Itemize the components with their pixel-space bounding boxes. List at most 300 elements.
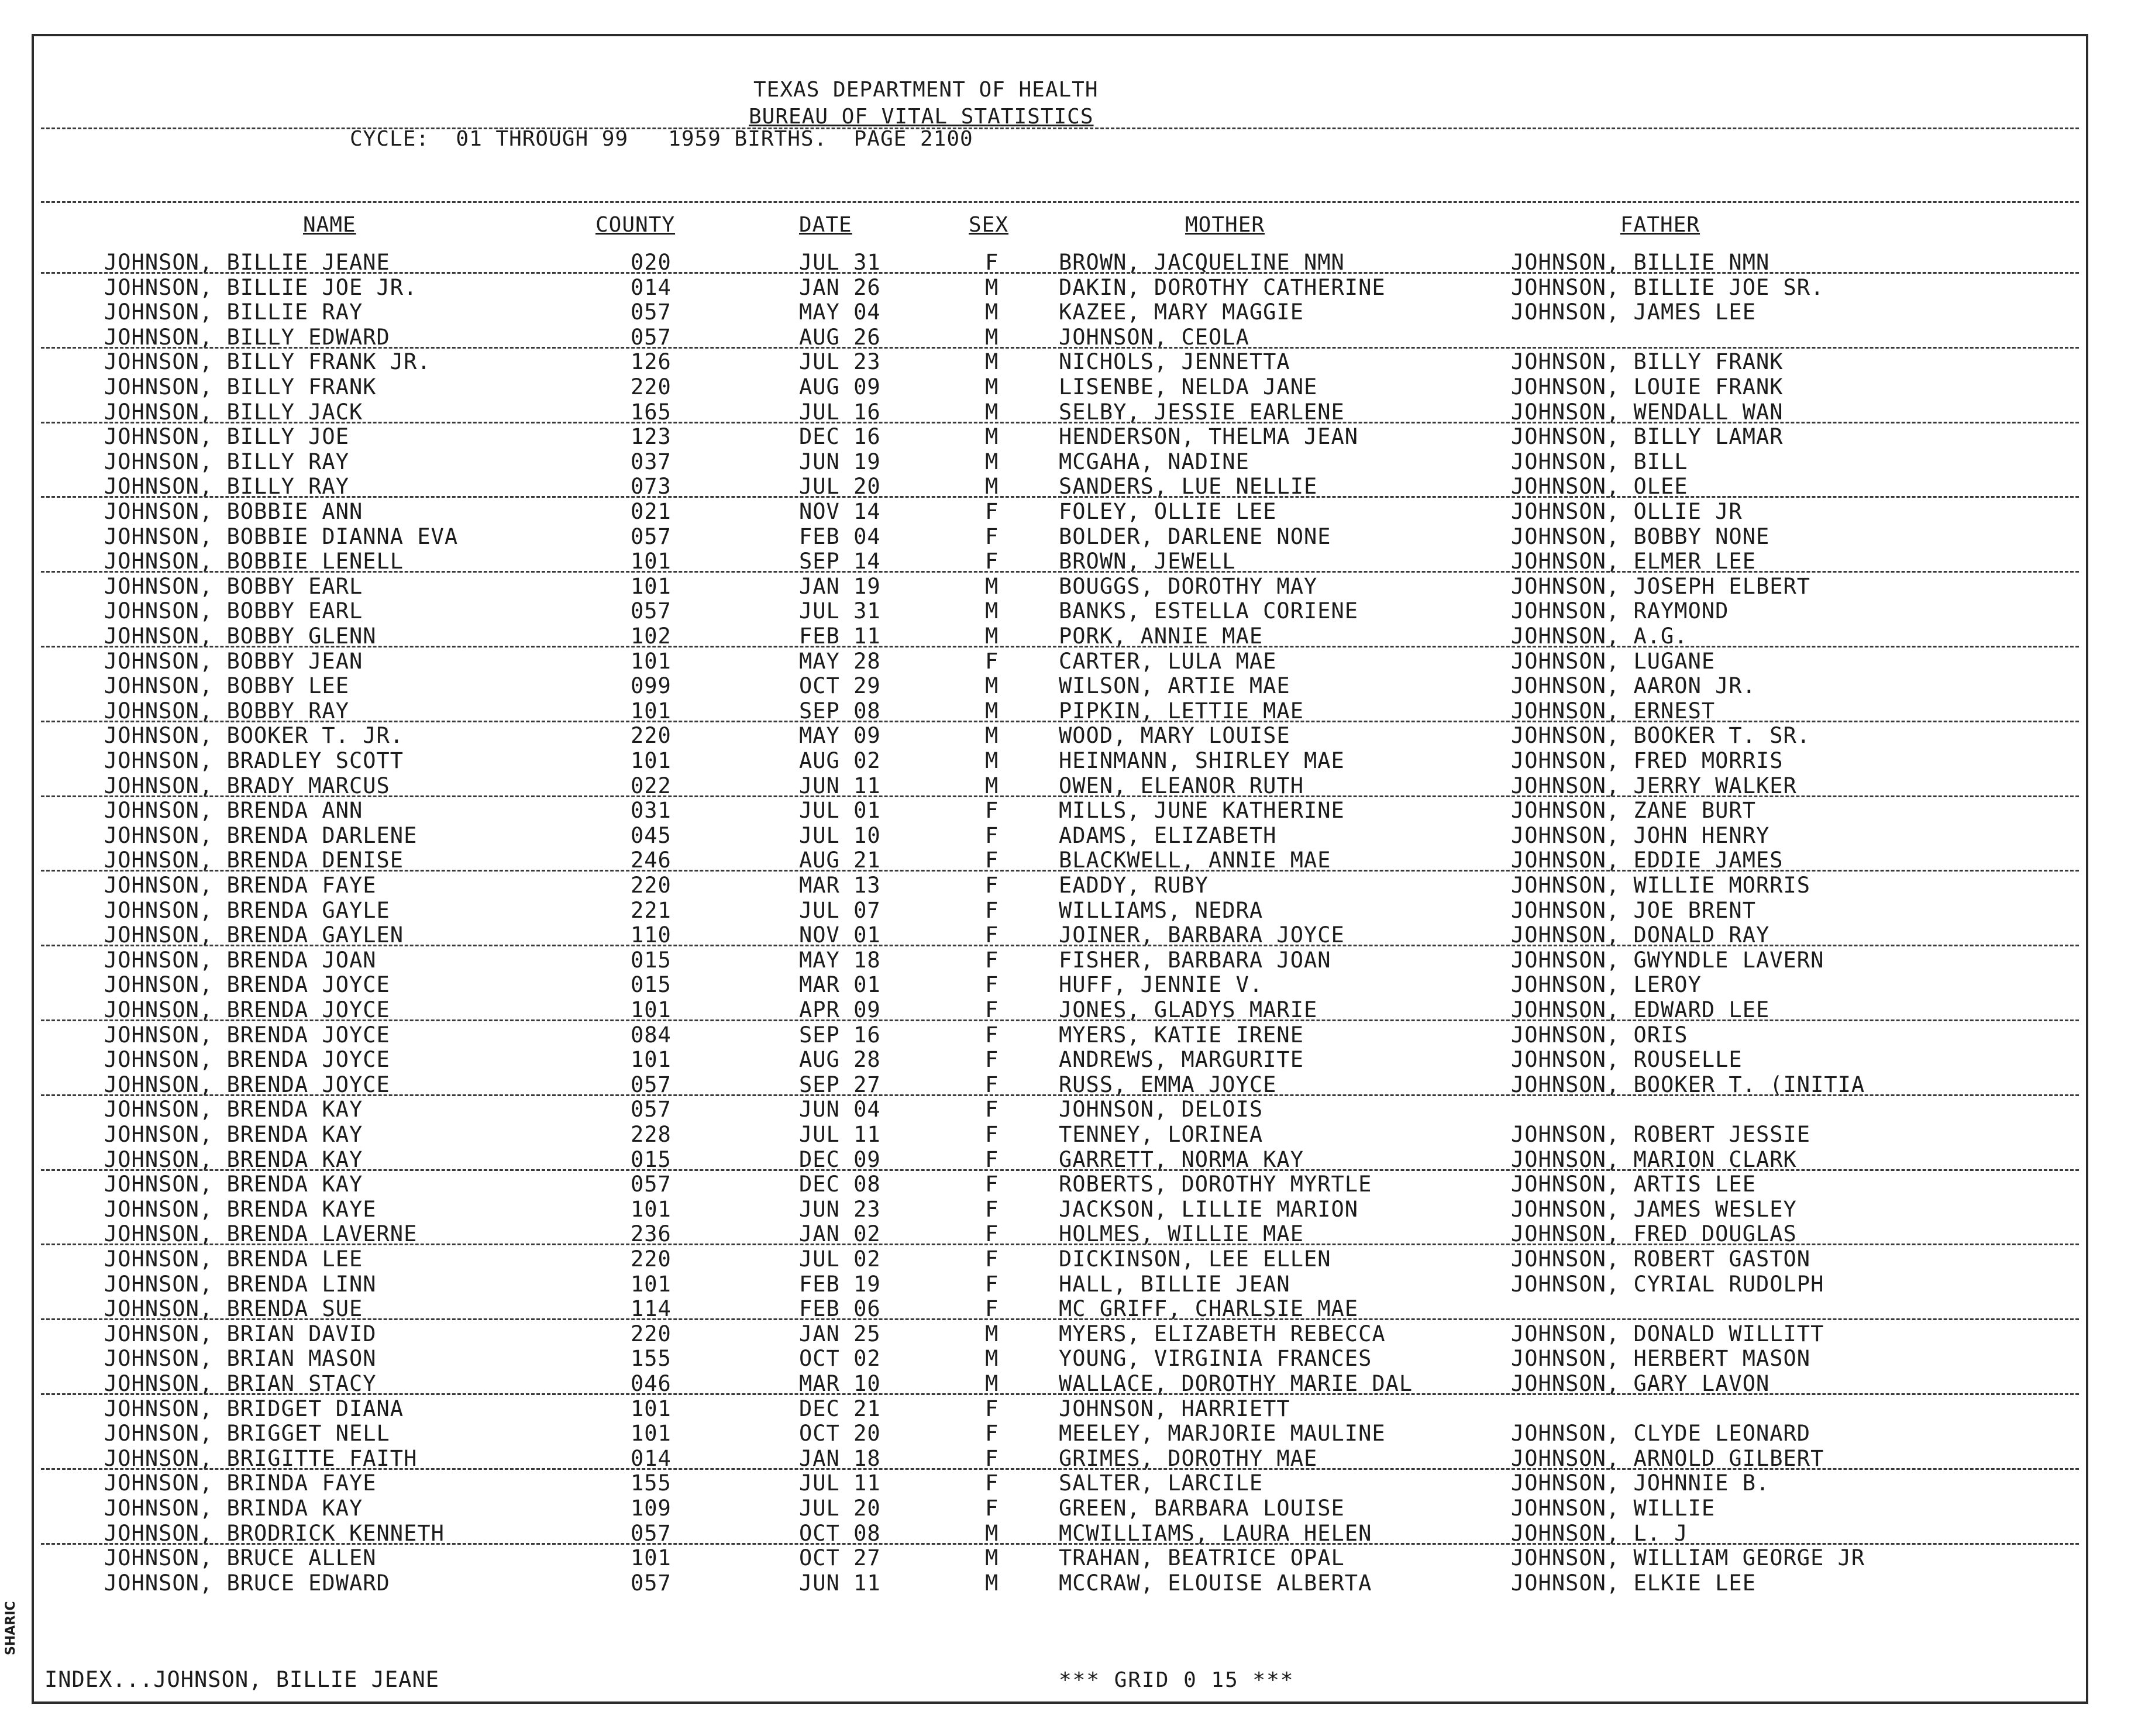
cell-name: JOHNSON, BILLIE JOE JR. [104, 274, 418, 300]
cell-county: 101 [631, 549, 672, 574]
cell-date: MAR 10 [799, 1371, 881, 1396]
table-row [34, 325, 2086, 349]
cell-county: 014 [631, 1445, 672, 1471]
cell-father: JOHNSON, OLLIE JR [1511, 499, 1743, 524]
cell-sex: M [985, 748, 999, 773]
table-row [34, 1296, 2086, 1321]
cell-mother: LISENBE, NELDA JANE [1059, 374, 1318, 399]
cell-date: DEC 09 [799, 1146, 881, 1172]
row-group-divider [41, 1543, 2079, 1545]
cell-mother: MYERS, ELIZABETH REBECCA [1059, 1321, 1386, 1346]
cell-father: JOHNSON, LUGANE [1511, 648, 1716, 674]
cell-date: FEB 19 [799, 1271, 881, 1297]
cell-father: JOHNSON, OLEE [1511, 474, 1688, 500]
cell-sex: M [985, 773, 999, 798]
cell-name: JOHNSON, BILLY FRANK [104, 374, 377, 399]
cell-name: JOHNSON, BOBBY JEAN [104, 648, 363, 674]
cell-name: JOHNSON, BILLY RAY [104, 474, 349, 500]
cell-sex: F [985, 1470, 999, 1496]
cell-date: JUN 04 [799, 1097, 881, 1122]
cell-mother: JONES, GLADYS MARIE [1059, 997, 1318, 1022]
cell-sex: F [985, 1445, 999, 1471]
cell-county: 057 [631, 523, 672, 549]
cell-date: MAY 28 [799, 648, 881, 674]
cell-father: JOHNSON, AARON JR. [1511, 673, 1756, 699]
cell-name: JOHNSON, BOBBY EARL [104, 598, 363, 624]
cell-mother: JOHNSON, CEOLA [1059, 324, 1249, 350]
cell-date: JAN 19 [799, 573, 881, 599]
cell-county: 101 [631, 698, 672, 724]
column-header-name: NAME [303, 213, 356, 237]
cell-date: AUG 28 [799, 1047, 881, 1073]
header-bureau: BUREAU OF VITAL STATISTICS [749, 105, 1094, 129]
cell-mother: JOHNSON, HARRIETT [1059, 1396, 1290, 1421]
cell-county: 221 [631, 897, 672, 923]
table-row [34, 823, 2086, 848]
cell-county: 046 [631, 1371, 672, 1396]
cell-sex: F [985, 798, 999, 824]
cell-county: 236 [631, 1221, 672, 1247]
cell-date: AUG 21 [799, 848, 881, 873]
table-row [34, 1097, 2086, 1121]
cell-name: JOHNSON, BRENDA LEE [104, 1246, 363, 1272]
cell-father: JOHNSON, A.G. [1511, 624, 1688, 649]
table-row [34, 1197, 2086, 1221]
cell-mother: MCGAHA, NADINE [1059, 449, 1249, 474]
cell-name: JOHNSON, BRIAN DAVID [104, 1321, 377, 1346]
cell-date: FEB 11 [799, 624, 881, 649]
cell-father: JOHNSON, ROUSELLE [1511, 1047, 1743, 1073]
cell-sex: F [985, 848, 999, 873]
cell-county: 110 [631, 922, 672, 948]
table-row [34, 1122, 2086, 1146]
cell-date: DEC 08 [799, 1172, 881, 1197]
cell-sex: M [985, 698, 999, 724]
column-header-sex: SEX [969, 213, 1009, 237]
cell-county: 220 [631, 723, 672, 749]
cell-mother: SALTER, LARCILE [1059, 1470, 1263, 1496]
cell-name: JOHNSON, BRUCE ALLEN [104, 1545, 377, 1571]
cell-county: 101 [631, 997, 672, 1022]
cell-father: JOHNSON, ORIS [1511, 1022, 1688, 1048]
table-row [34, 948, 2086, 972]
cell-county: 101 [631, 648, 672, 674]
cell-name: JOHNSON, BOBBIE LENELL [104, 549, 404, 574]
row-group-divider [41, 1094, 2079, 1096]
cell-name: JOHNSON, BRODRICK KENNETH [104, 1520, 445, 1546]
cell-date: JUL 07 [799, 897, 881, 923]
cell-mother: JOINER, BARBARA JOYCE [1059, 922, 1345, 948]
table-row [34, 748, 2086, 773]
cell-sex: F [985, 1271, 999, 1297]
cell-mother: FOLEY, OLLIE LEE [1059, 499, 1277, 524]
cell-mother: RUSS, EMMA JOYCE [1059, 1072, 1277, 1097]
cell-sex: F [985, 947, 999, 973]
cell-mother: ROBERTS, DOROTHY MYRTLE [1059, 1172, 1372, 1197]
cell-county: 101 [631, 1421, 672, 1446]
cell-date: OCT 08 [799, 1520, 881, 1546]
cell-mother: CARTER, LULA MAE [1059, 648, 1277, 674]
row-group-divider [41, 646, 2079, 647]
cell-county: 101 [631, 1396, 672, 1421]
cell-name: JOHNSON, BILLIE RAY [104, 299, 363, 325]
cell-name: JOHNSON, BRENDA GAYLEN [104, 922, 404, 948]
cell-name: JOHNSON, BRENDA KAY [104, 1122, 363, 1147]
row-group-divider [41, 1393, 2079, 1395]
cell-date: JUL 31 [799, 250, 881, 275]
table-row [34, 624, 2086, 648]
row-group-divider [41, 1244, 2079, 1245]
cell-county: 123 [631, 424, 672, 450]
cell-father: JOHNSON, BOOKER T. (INITIA [1511, 1072, 1865, 1097]
cell-date: JUL 02 [799, 1246, 881, 1272]
cell-sex: F [985, 1396, 999, 1421]
table-row [34, 848, 2086, 872]
table-row [34, 399, 2086, 424]
table-row [34, 598, 2086, 623]
document-frame [32, 34, 2088, 1704]
cell-father: JOHNSON, MARION CLARK [1511, 1146, 1797, 1172]
cell-sex: M [985, 1520, 999, 1546]
cell-mother: JACKSON, LILLIE MARION [1059, 1196, 1359, 1222]
cell-name: JOHNSON, BRENDA ANN [104, 798, 363, 824]
cell-county: 045 [631, 822, 672, 848]
cell-date: APR 09 [799, 997, 881, 1022]
row-group-divider [41, 795, 2079, 797]
cell-date: FEB 04 [799, 523, 881, 549]
cell-father: JOHNSON, JAMES LEE [1511, 299, 1756, 325]
table-row [34, 1570, 2086, 1595]
cell-father: JOHNSON, WENDALL WAN [1511, 399, 1784, 425]
cell-name: JOHNSON, BRENDA JOAN [104, 947, 377, 973]
cell-date: AUG 26 [799, 324, 881, 350]
cell-name: JOHNSON, BRENDA FAYE [104, 873, 377, 898]
cell-sex: M [985, 374, 999, 399]
table-row [34, 898, 2086, 922]
cell-name: JOHNSON, BRENDA GAYLE [104, 897, 390, 923]
cell-father: JOHNSON, BILLY FRANK [1511, 349, 1784, 375]
header-agency: TEXAS DEPARTMENT OF HEALTH [753, 78, 1099, 102]
cell-sex: M [985, 424, 999, 450]
table-row [34, 1172, 2086, 1196]
cell-date: JUN 23 [799, 1196, 881, 1222]
cell-county: 101 [631, 1196, 672, 1222]
cell-county: 015 [631, 972, 672, 998]
cell-name: JOHNSON, BRENDA JOYCE [104, 1072, 390, 1097]
cell-father: JOHNSON, ARTIS LEE [1511, 1172, 1756, 1197]
cell-mother: MYERS, KATIE IRENE [1059, 1022, 1304, 1048]
cell-father: JOHNSON, BILL [1511, 449, 1688, 474]
cell-sex: M [985, 474, 999, 500]
cell-sex: M [985, 1570, 999, 1596]
table-row [34, 1047, 2086, 1072]
cell-mother: SELBY, JESSIE EARLENE [1059, 399, 1345, 425]
column-header-date: DATE [799, 213, 852, 237]
cell-mother: BOUGGS, DOROTHY MAY [1059, 573, 1318, 599]
cell-date: JAN 18 [799, 1445, 881, 1471]
row-group-divider [41, 1019, 2079, 1021]
table-row [34, 1521, 2086, 1545]
cell-father: JOHNSON, JOHNNIE B. [1511, 1470, 1770, 1496]
row-group-divider [41, 347, 2079, 349]
cell-county: 126 [631, 349, 672, 375]
cell-mother: JOHNSON, DELOIS [1059, 1097, 1263, 1122]
cell-sex: M [985, 1371, 999, 1396]
cell-county: 057 [631, 1520, 672, 1546]
table-row [34, 698, 2086, 723]
cell-county: 057 [631, 1072, 672, 1097]
cell-mother: NICHOLS, JENNETTA [1059, 349, 1290, 375]
row-group-divider [41, 1318, 2079, 1320]
cell-father: JOHNSON, JERRY WALKER [1511, 773, 1797, 798]
cell-date: DEC 16 [799, 424, 881, 450]
side-mark: SHARIC [4, 1601, 18, 1655]
cell-mother: BLACKWELL, ANNIE MAE [1059, 848, 1331, 873]
table-row [34, 1545, 2086, 1570]
cell-father: JOHNSON, JAMES WESLEY [1511, 1196, 1797, 1222]
cell-name: JOHNSON, BRUCE EDWARD [104, 1570, 390, 1596]
cell-county: 021 [631, 499, 672, 524]
cell-date: MAY 09 [799, 723, 881, 749]
table-row [34, 474, 2086, 498]
cell-father: JOHNSON, JOSEPH ELBERT [1511, 573, 1811, 599]
cell-name: JOHNSON, BOOKER T. JR. [104, 723, 404, 749]
cell-sex: F [985, 1421, 999, 1446]
cell-name: JOHNSON, BILLY EDWARD [104, 324, 390, 350]
cell-sex: M [985, 624, 999, 649]
cell-sex: F [985, 1146, 999, 1172]
cell-father: JOHNSON, WILLIE MORRIS [1511, 873, 1811, 898]
cell-father: JOHNSON, BILLIE JOE SR. [1511, 274, 1824, 300]
cell-county: 015 [631, 947, 672, 973]
table-row [34, 997, 2086, 1022]
column-header-mother: MOTHER [1185, 213, 1265, 237]
cell-name: JOHNSON, BRADLEY SCOTT [104, 748, 404, 773]
cell-county: 102 [631, 624, 672, 649]
cell-mother: BOLDER, DARLENE NONE [1059, 523, 1331, 549]
cell-mother: YOUNG, VIRGINIA FRANCES [1059, 1346, 1372, 1372]
cell-mother: HEINMANN, SHIRLEY MAE [1059, 748, 1345, 773]
table-row [34, 499, 2086, 523]
cell-father: JOHNSON, CYRIAL RUDOLPH [1511, 1271, 1824, 1297]
table-row [34, 349, 2086, 374]
cell-mother: MC GRIFF, CHARLSIE MAE [1059, 1296, 1359, 1322]
cell-date: SEP 16 [799, 1022, 881, 1048]
cell-county: 101 [631, 1545, 672, 1571]
cell-sex: M [985, 299, 999, 325]
row-group-divider [41, 571, 2079, 573]
cell-sex: M [985, 349, 999, 375]
cell-county: 015 [631, 1146, 672, 1172]
cell-mother: PIPKIN, LETTIE MAE [1059, 698, 1304, 724]
cell-sex: M [985, 324, 999, 350]
cell-name: JOHNSON, BRIGITTE FAITH [104, 1445, 418, 1471]
cell-date: SEP 14 [799, 549, 881, 574]
table-row [34, 1496, 2086, 1520]
cell-sex: F [985, 1072, 999, 1097]
cell-sex: F [985, 1221, 999, 1247]
row-group-divider [41, 496, 2079, 498]
cell-father: JOHNSON, FRED DOUGLAS [1511, 1221, 1797, 1247]
cell-mother: PORK, ANNIE MAE [1059, 624, 1263, 649]
cell-father: JOHNSON, ZANE BURT [1511, 798, 1756, 824]
cell-mother: MEELEY, MARJORIE MAULINE [1059, 1421, 1386, 1446]
cell-date: OCT 02 [799, 1346, 881, 1372]
cell-county: 220 [631, 873, 672, 898]
table-row [34, 1396, 2086, 1421]
cell-sex: F [985, 523, 999, 549]
table-row [34, 449, 2086, 474]
cell-name: JOHNSON, BRIAN MASON [104, 1346, 377, 1372]
cell-sex: M [985, 673, 999, 699]
cell-sex: M [985, 598, 999, 624]
cell-date: JUL 11 [799, 1122, 881, 1147]
cell-name: JOHNSON, BILLY JACK [104, 399, 363, 425]
cell-father: JOHNSON, FRED MORRIS [1511, 748, 1784, 773]
cell-date: NOV 01 [799, 922, 881, 948]
table-row [34, 1371, 2086, 1396]
cell-date: MAR 13 [799, 873, 881, 898]
cell-mother: FISHER, BARBARA JOAN [1059, 947, 1331, 973]
cell-father: JOHNSON, GWYNDLE LAVERN [1511, 947, 1824, 973]
table-row [34, 1022, 2086, 1047]
cell-sex: F [985, 648, 999, 674]
cell-date: JAN 25 [799, 1321, 881, 1346]
cell-mother: MCWILLIAMS, LAURA HELEN [1059, 1520, 1372, 1546]
cell-county: 101 [631, 573, 672, 599]
cell-mother: HENDERSON, THELMA JEAN [1059, 424, 1359, 450]
cell-father: JOHNSON, ELMER LEE [1511, 549, 1756, 574]
cell-county: 031 [631, 798, 672, 824]
table-row [34, 798, 2086, 822]
cell-name: JOHNSON, BRENDA DENISE [104, 848, 404, 873]
cell-father: JOHNSON, WILLIE [1511, 1496, 1716, 1521]
cell-date: DEC 21 [799, 1396, 881, 1421]
cell-name: JOHNSON, BRENDA KAY [104, 1097, 363, 1122]
cell-county: 057 [631, 1097, 672, 1122]
cell-name: JOHNSON, BRENDA JOYCE [104, 972, 390, 998]
cell-father: JOHNSON, EDDIE JAMES [1511, 848, 1784, 873]
cell-father: JOHNSON, ELKIE LEE [1511, 1570, 1756, 1596]
cell-date: JUL 31 [799, 598, 881, 624]
cell-sex: F [985, 549, 999, 574]
table-row [34, 723, 2086, 748]
cell-county: 220 [631, 1246, 672, 1272]
table-row [34, 1147, 2086, 1172]
cell-mother: DAKIN, DOROTHY CATHERINE [1059, 274, 1386, 300]
cell-date: MAY 18 [799, 947, 881, 973]
cell-date: JUL 11 [799, 1470, 881, 1496]
cell-sex: F [985, 1047, 999, 1073]
cell-mother: SANDERS, LUE NELLIE [1059, 474, 1318, 500]
cell-county: 057 [631, 1570, 672, 1596]
header-divider [41, 128, 2079, 129]
table-row [34, 1221, 2086, 1246]
table-row [34, 574, 2086, 598]
cell-sex: M [985, 399, 999, 425]
cell-county: 101 [631, 748, 672, 773]
cell-date: OCT 20 [799, 1421, 881, 1446]
row-group-divider [41, 272, 2079, 274]
cell-name: JOHNSON, BILLY RAY [104, 449, 349, 474]
row-group-divider [41, 1169, 2079, 1171]
cell-date: JAN 02 [799, 1221, 881, 1247]
grid-label: *** GRID 0 15 *** [1059, 1668, 1294, 1692]
cell-county: 114 [631, 1296, 672, 1322]
cell-county: 057 [631, 1172, 672, 1197]
cell-date: JUL 16 [799, 399, 881, 425]
cell-date: OCT 27 [799, 1545, 881, 1571]
cell-county: 099 [631, 673, 672, 699]
cell-name: JOHNSON, BRIAN STACY [104, 1371, 377, 1396]
cell-name: JOHNSON, BRENDA SUE [104, 1296, 363, 1322]
cell-sex: F [985, 1246, 999, 1272]
cell-father: JOHNSON, ROBERT GASTON [1511, 1246, 1811, 1272]
table-row [34, 873, 2086, 897]
cell-county: 220 [631, 1321, 672, 1346]
cell-father: JOHNSON, HERBERT MASON [1511, 1346, 1811, 1372]
cell-mother: BANKS, ESTELLA CORIENE [1059, 598, 1359, 624]
cell-mother: TRAHAN, BEATRICE OPAL [1059, 1545, 1345, 1571]
cell-county: 228 [631, 1122, 672, 1147]
cell-name: JOHNSON, BRINDA KAY [104, 1496, 363, 1521]
cell-sex: F [985, 1496, 999, 1521]
cell-name: JOHNSON, BRIDGET DIANA [104, 1396, 404, 1421]
cell-county: 057 [631, 598, 672, 624]
cell-county: 155 [631, 1470, 672, 1496]
cell-date: JUL 10 [799, 822, 881, 848]
cell-name: JOHNSON, BOBBY GLENN [104, 624, 377, 649]
cell-date: FEB 06 [799, 1296, 881, 1322]
cell-sex: F [985, 1097, 999, 1122]
cell-sex: F [985, 1296, 999, 1322]
cell-father: JOHNSON, DONALD WILLITT [1511, 1321, 1824, 1346]
cell-father: JOHNSON, WILLIAM GEORGE JR [1511, 1545, 1865, 1571]
cell-father: JOHNSON, JOE BRENT [1511, 897, 1756, 923]
cell-county: 165 [631, 399, 672, 425]
cell-county: 155 [631, 1346, 672, 1372]
cell-mother: HALL, BILLIE JEAN [1059, 1271, 1290, 1297]
cell-name: JOHNSON, BRENDA JOYCE [104, 1047, 390, 1073]
cell-date: SEP 08 [799, 698, 881, 724]
cell-mother: HOLMES, WILLIE MAE [1059, 1221, 1304, 1247]
row-group-divider [41, 1468, 2079, 1470]
cell-date: JUL 20 [799, 1496, 881, 1521]
cell-sex: M [985, 1346, 999, 1372]
cell-father: JOHNSON, LOUIE FRANK [1511, 374, 1784, 399]
cell-sex: F [985, 250, 999, 275]
cell-name: JOHNSON, BOBBY RAY [104, 698, 349, 724]
row-group-divider [41, 870, 2079, 872]
table-row [34, 299, 2086, 324]
cell-mother: ANDREWS, MARGURITE [1059, 1047, 1304, 1073]
table-row [34, 922, 2086, 947]
cell-father: JOHNSON, EDWARD LEE [1511, 997, 1770, 1022]
cell-mother: OWEN, ELEANOR RUTH [1059, 773, 1304, 798]
cell-sex: F [985, 897, 999, 923]
column-header-father: FATHER [1620, 213, 1700, 237]
cell-sex: M [985, 573, 999, 599]
table-row [34, 1446, 2086, 1470]
cell-father: JOHNSON, BILLY LAMAR [1511, 424, 1784, 450]
cell-date: SEP 27 [799, 1072, 881, 1097]
table-row [34, 1470, 2086, 1495]
cell-father: JOHNSON, BOOKER T. SR. [1511, 723, 1811, 749]
cell-sex: M [985, 1545, 999, 1571]
table-row [34, 1072, 2086, 1097]
cell-county: 037 [631, 449, 672, 474]
cell-date: MAY 04 [799, 299, 881, 325]
